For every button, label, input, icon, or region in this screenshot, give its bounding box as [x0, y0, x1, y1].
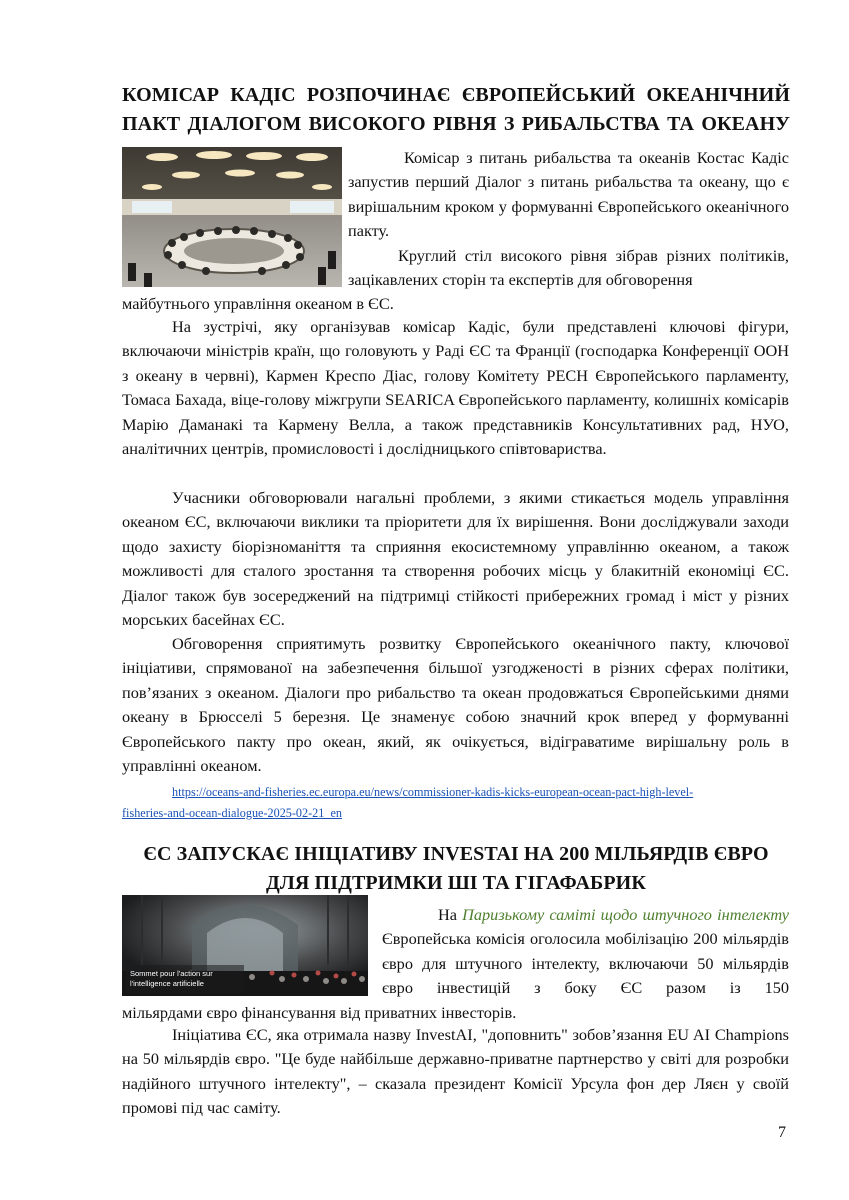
article1-intro-paragraph: Комісар з питань рибальства та океанів Костас Кадіс запустив перший Діалог з питань рибальства та океану, що є вирішальним кроком у формуванні Європейського океанічного пакту.: [348, 148, 789, 241]
article1-source-link-line1[interactable]: https://oceans-and-fisheries.ec.europa.eu/news/commissioner-kadis-kicks-european-ocean-pact-high-level-: [172, 785, 694, 799]
article2-intro-rest: Європейська комісія оголосила мобілізацію 200 мільярдів євро для штучного інтелекту, включаючи 50 мільярдів євро інвестицій з боку ЄС разом із 150: [382, 929, 789, 998]
article2-title-line1: ЄС ЗАПУСКАЄ ІНІЦІАТИВУ INVESTAI НА 200 МІЛЬЯРДІВ ЄВРО: [143, 843, 769, 865]
article2-intro-paragraph-end: мільярдами євро фінансування від приватних інвесторів.: [122, 1003, 517, 1022]
article1-title-line2: ПАКТ ДІАЛОГОМ ВИСОКОГО РІВНЯ З РИБАЛЬСТВА ТА ОКЕАНУ: [122, 113, 790, 135]
article2-image-caption-line2: l'intelligence artificielle: [130, 979, 204, 988]
article1-paragraph-discussion: Учасники обговорювали нагальні проблеми, з якими стикається модель управління океаном ЄС, включаючи виклики та пріоритети для їх вирішення. Вони досліджували заходи щодо захисту біорізноманіття та сприяння екосистемному управлінню океаном, а також можливості для сталого зростання та створення робочих місць у блакитній економіці ЄС. Діалог також був зосереджений на підтримці стійкості прибережних громад і міст у різних морських басейнах ЄС.: [122, 488, 789, 630]
article2-intro-paragraph: [382, 903, 789, 1001]
article2-title: [122, 840, 790, 898]
article2-photo-ai-summit: [122, 895, 368, 996]
article2-paragraph-investai: Ініціатива ЄС, яка отримала назву InvestAI, "доповнить" зобов’язання EU AI Champions на 50 мільярдів євро. "Це буде найбільше державно-приватне партнерство у світі для розробки надійного штучного інтелекту", – сказала президент Комісії Урсула фон дер Ляєн у своїй промові під час саміту.: [122, 1025, 789, 1118]
article2-image-caption-line1: Sommet pour l'action sur: [130, 969, 213, 978]
article1-paragraph-outcome: Обговорення сприятимуть розвитку Європейського океанічного пакту, ключової ініціативи, спрямованої на забезпечення більшої узгодженості в різних сферах політики, пов’язаних з океаном. Діалоги про рибальство та океан продовжаться Європейськими днями океану в Брюсселі 5 березня. Це знаменує собою значний крок вперед у формуванні Європейського пакту про океан, який, як очікується, відіграватиме вирішальну роль в управлінні океаном.: [122, 634, 789, 776]
page-number: 7: [778, 1124, 786, 1141]
article1-source-link-line2[interactable]: fisheries-and-ocean-dialogue-2025-02-21_en: [122, 805, 342, 820]
article2-summit-link[interactable]: Паризькому саміті щодо штучного інтелекту: [462, 905, 789, 924]
article1-intro-paragraph-2-end: майбутнього управління океаном в ЄС.: [122, 294, 394, 313]
article1-title: [122, 81, 790, 139]
article1-intro-paragraph-2: Круглий стіл високого рівня зібрав різних політиків, зацікавлених сторін та експертів для обговорення: [348, 246, 789, 290]
article1-title-line1: КОМІСАР КАДІС РОЗПОЧИНАЄ ЄВРОПЕЙСЬКИЙ ОКЕАНІЧНИЙ: [122, 84, 790, 106]
article2-intro-lead: На: [438, 905, 457, 924]
article2-title-line2: ДЛЯ ПІДТРИМКИ ШІ ТА ГІГАФАБРИК: [266, 872, 646, 894]
article1-source-link[interactable]: [122, 782, 789, 823]
article1-photo-conference-room: [122, 147, 342, 287]
article1-paragraph-participants: На зустрічі, яку організував комісар Кадіс, були представлені ключові фігури, включаючи міністрів країн, що головують у Раді ЄС та Франції (господарка Конференції ООН з океану в червні), Кармен Креспо Діас, голову Комітету PECH Європейського парламенту, Томаса Бахада, віце-голову міжгрупи SEARICA Європейського парламенту, колишніх комісарів Марію Даманакі та Кармену Велла, а також представників Консультативних рад, НУО, аналітичних центрів, промисловості і дослідницького співтовариства.: [122, 317, 789, 459]
